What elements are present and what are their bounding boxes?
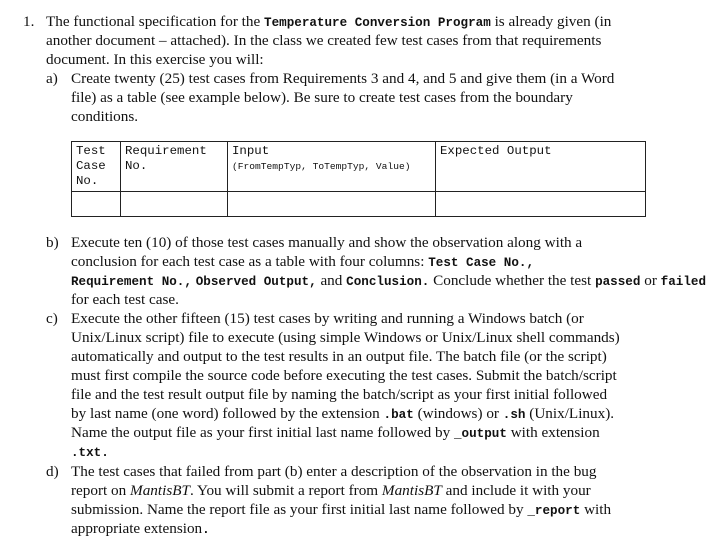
table-row <box>72 192 646 217</box>
report-suffix-code: _report <box>527 504 581 518</box>
item-number: 1. <box>23 13 35 30</box>
header-expected-output: Expected Output <box>436 142 646 192</box>
part-d-line-4 <box>71 520 210 539</box>
part-c-label: c) <box>46 310 58 327</box>
part-d-text: report on <box>71 482 127 499</box>
part-c-text: Name the output file as your first initial last name followed by <box>71 424 451 441</box>
part-c-line-4: must first compile the source code before executing the test cases. Submit the batch/script <box>71 367 617 384</box>
part-b-text: or <box>644 272 657 289</box>
example-test-case-table <box>71 141 646 217</box>
program-name-code: Temperature Conversion Program <box>264 16 491 30</box>
part-b-text: conclusion for each test case as a table with four columns: <box>71 253 425 270</box>
part-b-line-3 <box>71 272 706 291</box>
part-b-line-2 <box>71 253 534 272</box>
table-header-row <box>72 142 646 192</box>
part-d-text: appropriate extension <box>71 520 203 537</box>
part-a-line-2: file) as a table (see example below). Be sure to create test cases from the boundary <box>71 89 573 106</box>
table-cell <box>121 192 228 217</box>
output-suffix-code: _output <box>453 427 507 441</box>
mantisbt-name: MantisBT <box>130 482 190 499</box>
failed-code: failed <box>660 275 706 289</box>
part-b-text: and <box>320 272 343 289</box>
part-b-line-4: for each test case. <box>71 291 179 308</box>
part-c-line-1: Execute the other fifteen (15) test cases by writing and running a Windows batch (or <box>71 310 584 327</box>
part-c-text: (windows) or <box>417 405 499 422</box>
part-d-text: with <box>584 501 612 518</box>
header-input <box>228 142 436 192</box>
part-d-label: d) <box>46 463 59 480</box>
passed-code: passed <box>595 275 641 289</box>
table-cell <box>228 192 436 217</box>
bat-extension-code: .bat <box>383 408 414 422</box>
txt-extension-code: .txt. <box>71 446 109 460</box>
input-label: Input <box>232 144 270 158</box>
sh-extension-code: .sh <box>502 408 526 422</box>
intro-line-1 <box>46 13 611 32</box>
part-d-text: submission. Name the report file as your first initial last name followed by <box>71 501 524 518</box>
header-requirement-no: Requirement No. <box>121 142 228 192</box>
part-b-text: Conclude whether the test <box>433 272 592 289</box>
part-d-line-2 <box>71 482 591 500</box>
part-c-line-5: file and the test result output file by naming the batch/script as your first initial followed <box>71 386 608 403</box>
input-subheader: (FromTempTyp, ToTempTyp, Value) <box>232 161 411 172</box>
mantisbt-name: MantisBT <box>381 482 442 499</box>
part-c-line-3: automatically and output to the test results in an output file. The batch file (or the script) <box>71 348 607 365</box>
part-a-line-3: conditions. <box>71 108 139 125</box>
part-c-line-2: Unix/Linux script) file to execute (using simple Windows or Unix/Linux shell commands) <box>71 329 620 346</box>
part-c-line-8 <box>71 443 109 462</box>
part-b-line-1: Execute ten (10) of those test cases manually and show the observation along with a <box>71 234 583 251</box>
part-d-line-3 <box>71 501 611 520</box>
intro-text: is already given (in <box>494 13 612 30</box>
intro-line-2: another document – attached). In the class we created few test cases from that requirements <box>46 32 602 49</box>
table-cell <box>72 192 121 217</box>
part-a-label: a) <box>46 70 58 87</box>
column-name-code: Requirement No., <box>71 275 192 289</box>
intro-line-3: document. In this exercise you will: <box>46 51 264 68</box>
part-c-text: by last name (one word) followed by the extension <box>71 405 380 422</box>
intro-text: The functional specification for the <box>46 13 261 30</box>
part-b-label: b) <box>46 234 59 251</box>
header-test-case-no: Test Case No. <box>72 142 121 192</box>
part-a-line-1: Create twenty (25) test cases from Requirements 3 and 4, and 5 and give them (in a Word <box>71 70 615 87</box>
period-code: . <box>202 523 210 537</box>
part-c-line-7 <box>71 424 600 443</box>
column-name-code: Conclusion. <box>346 275 430 289</box>
part-d-line-1: The test cases that failed from part (b) enter a description of the observation in the bug <box>71 463 597 480</box>
part-d-text: . You will submit a report from <box>189 482 379 499</box>
part-c-text: (Unix/Linux). <box>529 405 615 422</box>
part-d-text: and include it with your <box>445 482 591 499</box>
part-c-text: with extension <box>510 424 600 441</box>
part-c-line-6 <box>71 405 614 424</box>
column-name-code: Test Case No., <box>428 256 535 270</box>
table-cell <box>436 192 646 217</box>
column-name-code: Observed Output, <box>195 275 317 289</box>
